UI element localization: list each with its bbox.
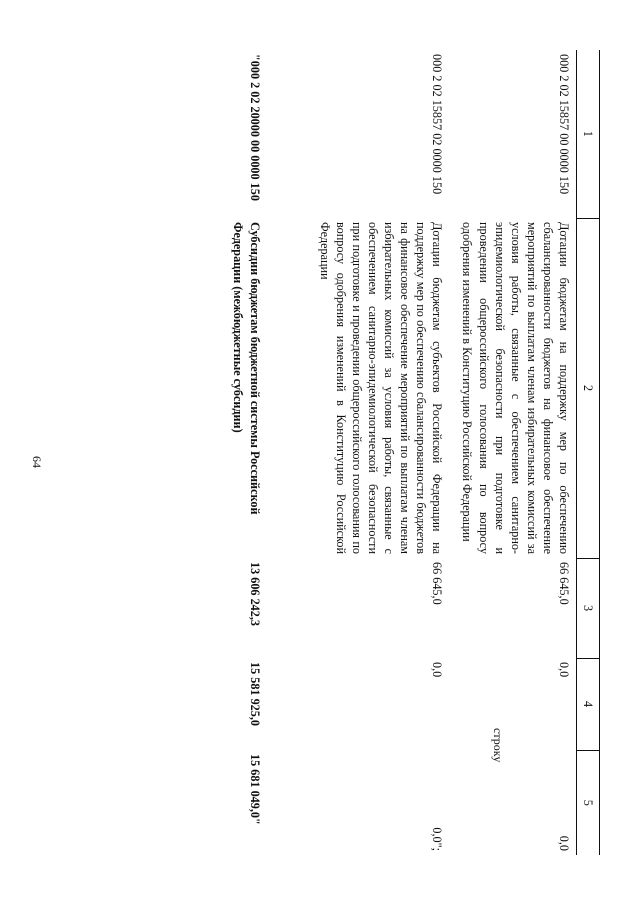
total-value-3: 13 606 242,3 — [247, 562, 262, 626]
header-row — [577, 50, 600, 855]
row-value-5: 0,0 — [557, 835, 571, 851]
row-value-3: 66 645,0 — [557, 562, 571, 605]
rotated-page-content — [100, 50, 600, 855]
row-code: 000 2 02 15857 00 0000 150 — [557, 54, 571, 195]
header-col-5: 5 — [577, 750, 600, 855]
table-row — [307, 50, 450, 855]
budget-table — [220, 50, 600, 855]
table-row — [449, 50, 576, 855]
total-code: "000 2 02 20000 00 0000 150 — [247, 54, 262, 201]
header-col-4: 4 — [577, 658, 600, 750]
header-col-3: 3 — [577, 558, 600, 658]
header-col-1: 1 — [577, 50, 600, 218]
row-value-4: 0,0 — [557, 662, 571, 678]
total-description: Субсидии бюджетам бюджетной системы Российской Федерации (межбюджетные субсидии) — [231, 222, 262, 515]
row-value-5: 0,0"; — [430, 827, 445, 851]
total-row — [220, 50, 266, 855]
stroke-label: строку — [491, 728, 505, 763]
row-description: Дотации бюджетам на поддержку мер по обеспечению сбалансированности бюджетов на финансовое обеспечение мероприятий по выплатам членам избирательных комиссий за условия работы, связанные с обеспечением санитарно-эпидемиологической безопасности при подготовке и проведении общероссийского голосования по вопросу одобрения изменений в Конституцию Российской Федерации — [460, 222, 571, 554]
label-row — [267, 50, 307, 855]
row-code: 000 2 02 15857 02 0000 150 — [430, 54, 445, 195]
total-value-4: 15 581 925,0 — [247, 662, 262, 726]
row-value-3: 66 645,0 — [430, 562, 445, 605]
total-value-5: 15 681 049,0" — [247, 754, 262, 825]
row-description: Дотации бюджетам субъектов Российской Федерации на поддержку мер по обеспечению сбалансированности бюджетов на финансовое обеспечение мероприятий по выплатам членам избирательных комиссий за условия работы, связанные с обеспечением санитарно-эпидемиологической безопасности при подготовке и проведении общероссийского голосования по вопросу одобрения изменений в Конституцию Российской Федерации — [317, 222, 445, 554]
row-value-4: 0,0 — [430, 662, 445, 678]
header-col-2: 2 — [577, 218, 600, 558]
page-number: 64 — [30, 456, 44, 468]
